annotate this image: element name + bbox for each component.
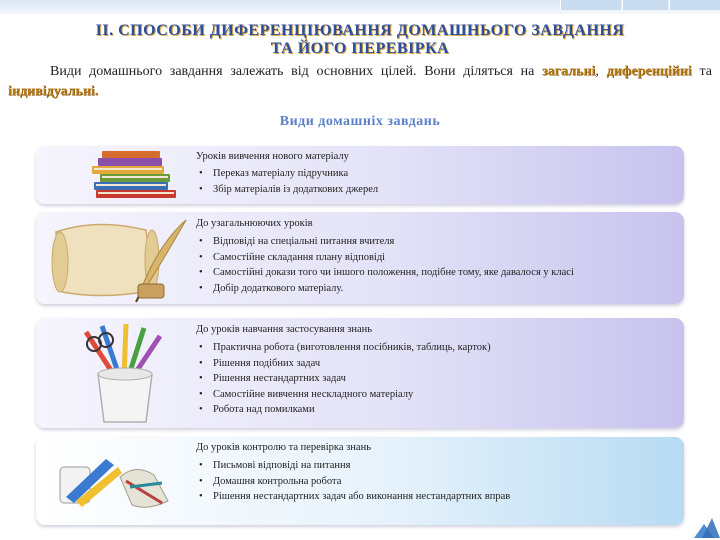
- list-item: • Відповіді на спеціальні питання вчителя: [196, 234, 574, 250]
- scroll-quill-icon: [36, 212, 191, 304]
- decor-tab: [669, 0, 720, 10]
- card-list: [196, 458, 510, 505]
- intro-paragraph: [8, 62, 712, 102]
- card-new-material: [36, 146, 684, 204]
- page-title-line1: II. СПОСОБИ ДИФЕРЕНЦІЮВАННЯ ДОМАШНЬОГО ЗАВДАННЯ: [95, 22, 625, 39]
- card-list: [196, 166, 378, 197]
- page-title-line2: ТА ЙОГО ПЕРЕВІРКА: [270, 40, 450, 57]
- list-item: • Письмові відповіді на питання: [196, 458, 510, 474]
- list-item: • Переказ матеріалу підручника: [196, 166, 378, 182]
- school-supplies-icon: [36, 437, 191, 525]
- card-applying-knowledge: [36, 318, 684, 428]
- card-heading: Уроків вивчення нового матеріалу: [196, 151, 349, 162]
- pencil-cup-icon: [36, 318, 191, 428]
- books-stack-icon: [36, 146, 186, 206]
- card-heading: До узагальнюючих уроків: [196, 218, 313, 229]
- card-generalizing: [36, 212, 684, 304]
- corner-ornament-icon: [690, 512, 720, 540]
- section-subtitle: Види домашніх завдань: [279, 114, 441, 129]
- term-differential: диференційні: [606, 64, 692, 79]
- term-general: загальні: [542, 64, 596, 79]
- list-item: • Добір додаткового матеріалу.: [196, 281, 574, 297]
- intro-sep: ,: [595, 64, 607, 79]
- card-list: [196, 234, 574, 296]
- card-list: [196, 340, 491, 418]
- list-item: • Робота над помилками: [196, 402, 491, 418]
- top-decor-bar: [0, 0, 720, 14]
- intro-sep: та: [691, 64, 712, 79]
- card-heading: До уроків контролю та перевірка знань: [196, 442, 371, 453]
- list-item: • Рішення подібних задач: [196, 356, 491, 372]
- intro-end: .: [94, 84, 99, 99]
- list-item: • Самостійне складання плану відповіді: [196, 250, 574, 266]
- intro-text: Види домашнього завдання залежать від основних цілей. Вони діляться на: [50, 64, 543, 79]
- term-individual: індивідуальні: [8, 84, 95, 99]
- card-heading: До уроків навчання застосування знань: [196, 324, 373, 335]
- list-item: • Домашня контрольна робота: [196, 474, 510, 490]
- list-item: • Збір матеріалів із додаткових джерел: [196, 182, 378, 198]
- decor-tab: [622, 0, 668, 10]
- list-item: • Самостійні докази того чи іншого положення, подібне тому, яке давалося у класі: [196, 265, 574, 281]
- decor-tab: [560, 0, 621, 10]
- list-item: • Самостійне вивчення нескладного матеріалу: [196, 387, 491, 403]
- card-knowledge-control: [36, 437, 684, 525]
- list-item: • Рішення нестандартних задач або виконання нестандартних вправ: [196, 489, 510, 505]
- list-item: • Рішення нестандартних задач: [196, 371, 491, 387]
- list-item: • Практична робота (виготовлення посібників, таблиць, карток): [196, 340, 491, 356]
